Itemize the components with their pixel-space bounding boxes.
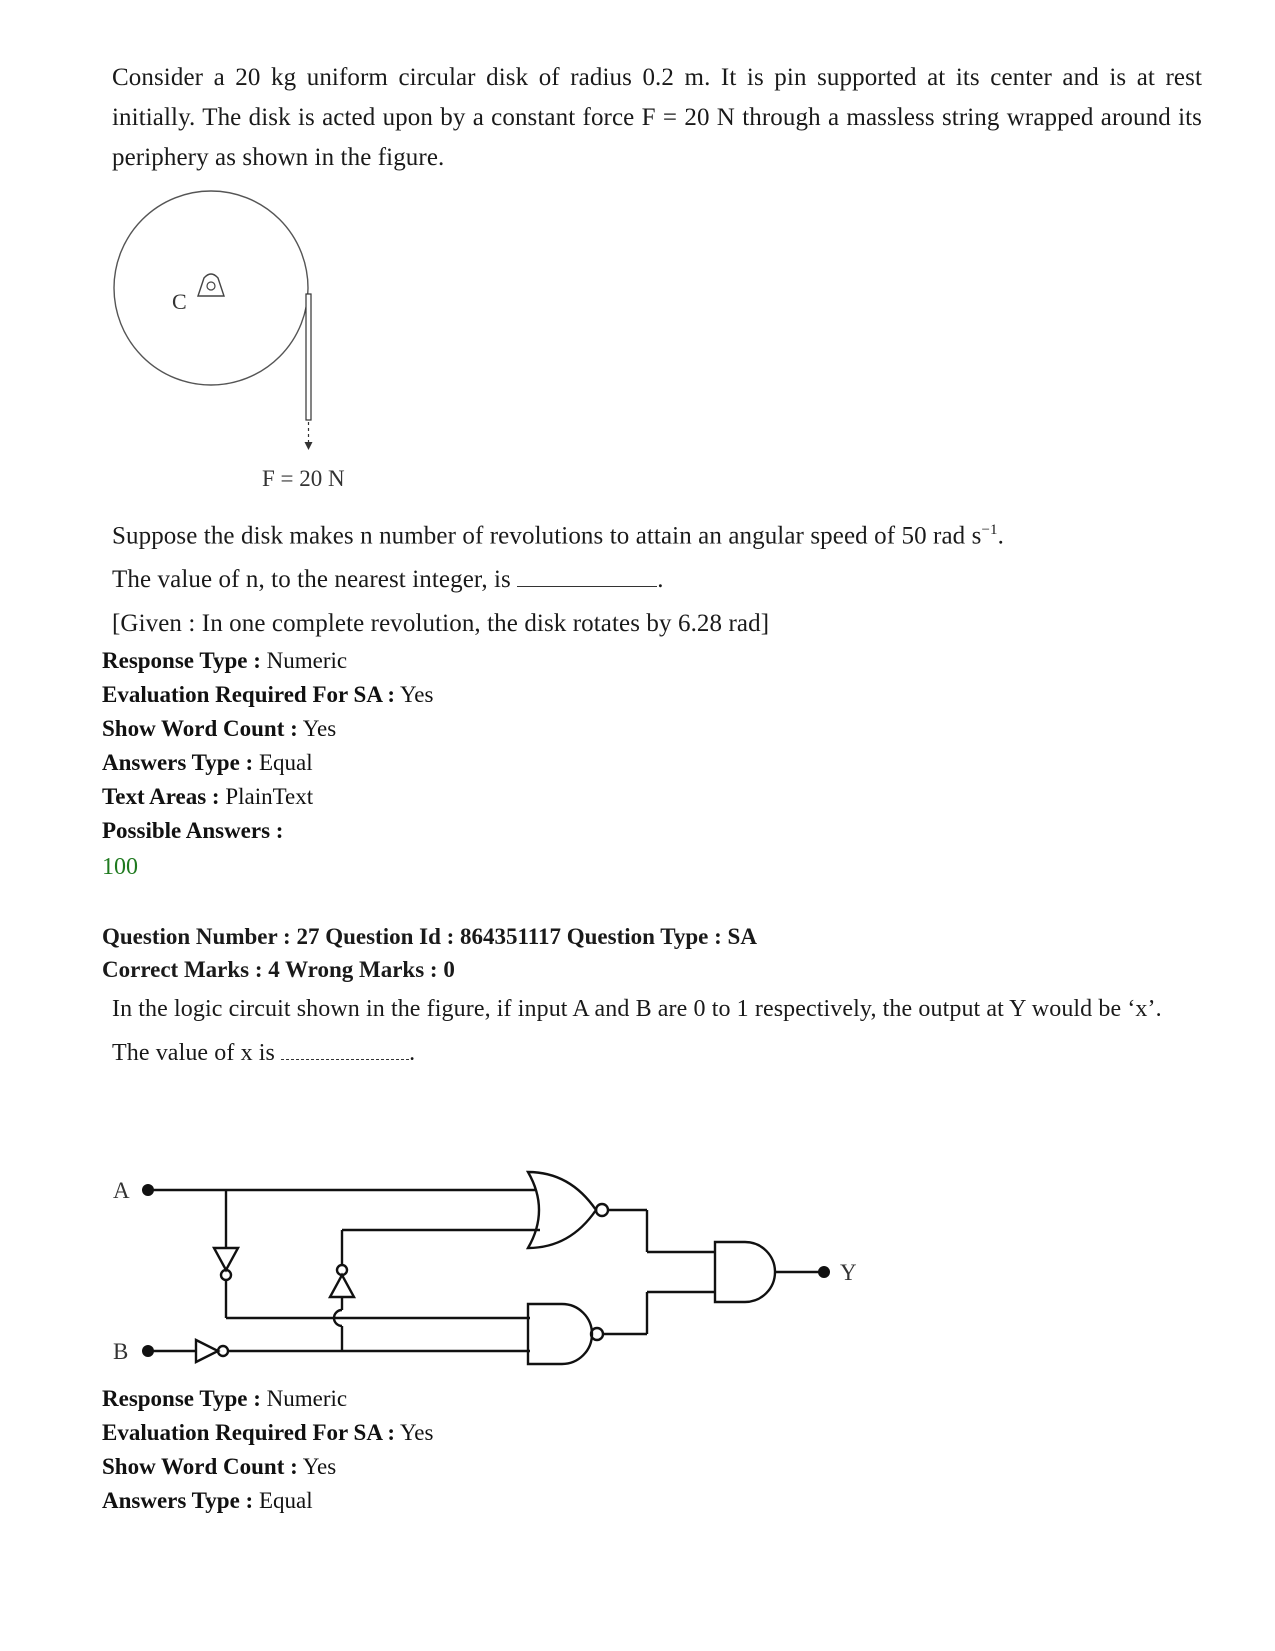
q26-intro-text: Consider a 20 kg uniform circular disk of radius 0.2 m. It is pin supported at its center and is at rest initially. The disk is acted upon by a constant force F = 20 N through a massless string wrapped around its periphery as shown in the figure.: [112, 64, 1202, 171]
input-b-terminal: [142, 1345, 154, 1357]
meta-row: Answers Type : Equal: [102, 1488, 313, 1513]
answer-blank: [517, 564, 657, 587]
q26-question: [112, 510, 1202, 644]
meta-row: Response Type : Numeric: [102, 1386, 348, 1411]
q26-line2: The value of n, to the nearest integer, is .: [112, 566, 664, 594]
q26-meta: [102, 644, 433, 884]
q27-text: [112, 990, 1202, 1072]
center-label: C: [172, 289, 187, 314]
and-gate-icon: [715, 1242, 775, 1302]
input-a-label: A: [113, 1178, 130, 1203]
q27-text2: The value of x is .: [112, 1034, 1202, 1072]
not-gate-b-icon: [196, 1340, 218, 1362]
meta-row: Answers Type : Equal: [102, 750, 313, 775]
meta-row: Show Word Count : Yes: [102, 1454, 337, 1479]
not-gate-down-icon: [214, 1248, 238, 1270]
possible-answer: 100: [102, 854, 138, 880]
input-a-terminal: [142, 1184, 154, 1196]
nor-gate-icon: [528, 1172, 596, 1248]
meta-row: Response Type : Numeric: [102, 648, 348, 673]
q27-header-line1: Question Number : 27 Question Id : 864351117 Question Type : SA: [102, 924, 757, 949]
arrow-down-icon: [305, 442, 313, 450]
nand-gate-icon: [528, 1304, 592, 1364]
output-y-label: Y: [840, 1260, 857, 1285]
meta-row: Show Word Count : Yes: [102, 716, 337, 741]
meta-row: Evaluation Required For SA : Yes: [102, 1420, 434, 1445]
q27-text1: In the logic circuit shown in the figure, if input A and B are 0 to 1 respectively, the output at Y would be ‘x’.: [112, 996, 1162, 1022]
input-b-label: B: [113, 1339, 129, 1364]
q27-header: [102, 920, 757, 986]
q26-given: [Given : In one complete revolution, the disk rotates by 6.28 rad]: [112, 610, 770, 638]
logic-circuit-figure: [100, 1160, 900, 1390]
q26-line1: Suppose the disk makes n number of revolutions to attain an angular speed of 50 rad $s^{-1}$.: [112, 522, 1004, 550]
string: [306, 294, 311, 420]
q27-header-line2: Correct Marks : 4 Wrong Marks : 0: [102, 957, 455, 982]
pin-support-icon: [198, 274, 224, 296]
q27-meta: [102, 1382, 433, 1518]
answer-blank: [281, 1037, 409, 1060]
meta-row: Text Areas : PlainText: [102, 784, 314, 809]
disk-figure: [100, 190, 400, 510]
force-label: F = 20 N: [262, 466, 345, 491]
meta-row: Evaluation Required For SA : Yes: [102, 682, 434, 707]
not-gate-up-icon: [330, 1275, 354, 1297]
output-y-terminal: [818, 1266, 830, 1278]
meta-row: Possible Answers :: [102, 818, 284, 843]
